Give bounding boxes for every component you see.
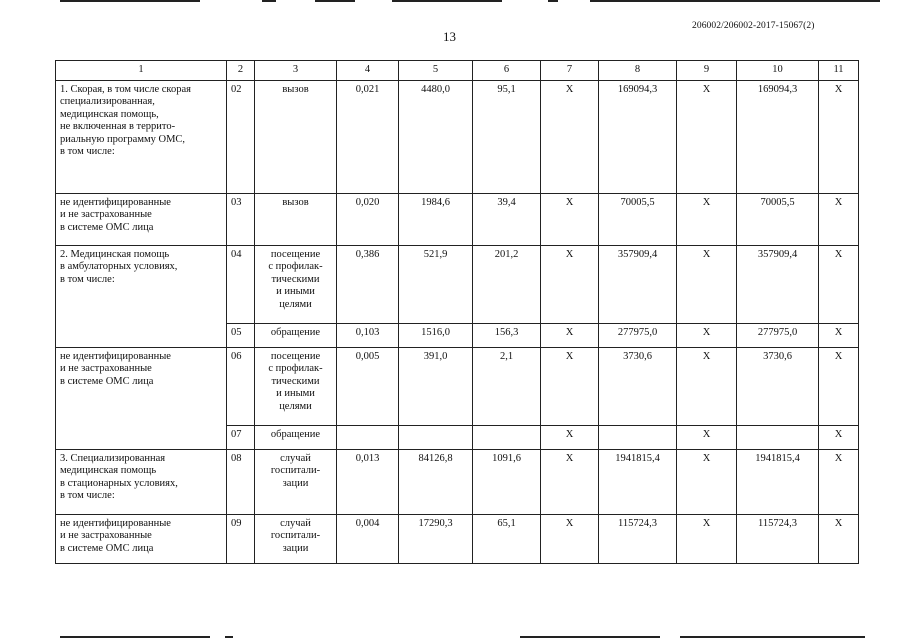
column-header-4: 4 bbox=[337, 61, 399, 81]
value-cell: 17290,3 bbox=[399, 515, 473, 564]
value-cell: 3730,6 bbox=[599, 348, 677, 426]
column-header-6: 6 bbox=[473, 61, 541, 81]
value-cell: 0,005 bbox=[337, 348, 399, 426]
row-code: 03 bbox=[227, 194, 255, 246]
value-cell: 156,3 bbox=[473, 324, 541, 348]
unit-cell: вызов bbox=[255, 194, 337, 246]
value-cell: X bbox=[541, 450, 599, 515]
value-cell: X bbox=[819, 515, 859, 564]
unit-cell: посещение с профилак- тическими и иными целями bbox=[255, 246, 337, 324]
scan-artifact-line bbox=[60, 636, 210, 638]
value-cell: X bbox=[541, 81, 599, 194]
unit-cell: посещение с профилак- тическими и иными целями bbox=[255, 348, 337, 426]
value-cell: 95,1 bbox=[473, 81, 541, 194]
table-header-row bbox=[56, 61, 859, 81]
value-cell: X bbox=[541, 194, 599, 246]
value-cell: X bbox=[819, 246, 859, 324]
value-cell: 115724,3 bbox=[599, 515, 677, 564]
value-cell bbox=[473, 426, 541, 450]
value-cell: 277975,0 bbox=[599, 324, 677, 348]
unit-cell: обращение bbox=[255, 324, 337, 348]
column-header-2: 2 bbox=[227, 61, 255, 81]
table-row bbox=[56, 348, 859, 426]
value-cell: 277975,0 bbox=[737, 324, 819, 348]
scan-artifact-line bbox=[60, 0, 200, 2]
row-description: не идентифицированные и не застрахованные в системе ОМС лица bbox=[56, 194, 227, 246]
value-cell: X bbox=[541, 348, 599, 426]
value-cell: 70005,5 bbox=[599, 194, 677, 246]
unit-cell: случай госпитали- зации bbox=[255, 515, 337, 564]
value-cell: X bbox=[819, 450, 859, 515]
row-code: 04 bbox=[227, 246, 255, 324]
column-header-5: 5 bbox=[399, 61, 473, 81]
value-cell bbox=[737, 426, 819, 450]
value-cell: X bbox=[677, 348, 737, 426]
scan-artifact-line bbox=[680, 636, 865, 638]
unit-cell: обращение bbox=[255, 426, 337, 450]
value-cell bbox=[599, 426, 677, 450]
value-cell: X bbox=[819, 348, 859, 426]
row-code: 05 bbox=[227, 324, 255, 348]
scan-artifact-line bbox=[590, 0, 880, 2]
row-code: 06 bbox=[227, 348, 255, 426]
scan-artifact-line bbox=[520, 636, 660, 638]
value-cell: 1984,6 bbox=[399, 194, 473, 246]
row-description: 3. Специализированная медицинская помощь в стационарных условиях, в том числе: bbox=[56, 450, 227, 515]
value-cell: 0,020 bbox=[337, 194, 399, 246]
value-cell: 1941815,4 bbox=[599, 450, 677, 515]
column-header-8: 8 bbox=[599, 61, 677, 81]
value-cell bbox=[337, 426, 399, 450]
value-cell bbox=[399, 426, 473, 450]
value-cell: 70005,5 bbox=[737, 194, 819, 246]
page-number: 13 bbox=[443, 29, 456, 44]
value-cell: X bbox=[677, 81, 737, 194]
value-cell: 3730,6 bbox=[737, 348, 819, 426]
value-cell: X bbox=[541, 324, 599, 348]
value-cell: 1091,6 bbox=[473, 450, 541, 515]
table-row bbox=[56, 515, 859, 564]
column-header-1: 1 bbox=[56, 61, 227, 81]
row-code: 08 bbox=[227, 450, 255, 515]
row-description: не идентифицированные и не застрахованные в системе ОМС лица bbox=[56, 515, 227, 564]
value-cell: 0,021 bbox=[337, 81, 399, 194]
unit-cell: случай госпитали- зации bbox=[255, 450, 337, 515]
value-cell: X bbox=[677, 194, 737, 246]
value-cell: 357909,4 bbox=[599, 246, 677, 324]
value-cell: X bbox=[819, 426, 859, 450]
value-cell: X bbox=[541, 246, 599, 324]
row-description: 1. Скорая, в том числе скорая специализированная, медицинская помощь, не включенная в террито- риальную программу ОМС, в том числе: bbox=[56, 81, 227, 194]
value-cell: 115724,3 bbox=[737, 515, 819, 564]
value-cell: X bbox=[677, 246, 737, 324]
scan-artifact-line bbox=[315, 0, 355, 2]
value-cell: 0,013 bbox=[337, 450, 399, 515]
row-code: 02 bbox=[227, 81, 255, 194]
value-cell: 201,2 bbox=[473, 246, 541, 324]
value-cell: 169094,3 bbox=[737, 81, 819, 194]
value-cell: X bbox=[677, 426, 737, 450]
column-header-10: 10 bbox=[737, 61, 819, 81]
value-cell: X bbox=[819, 81, 859, 194]
column-header-7: 7 bbox=[541, 61, 599, 81]
table-row bbox=[56, 194, 859, 246]
row-code: 09 bbox=[227, 515, 255, 564]
value-cell: X bbox=[541, 426, 599, 450]
column-header-3: 3 bbox=[255, 61, 337, 81]
data-table bbox=[55, 60, 859, 564]
value-cell: 84126,8 bbox=[399, 450, 473, 515]
value-cell: 169094,3 bbox=[599, 81, 677, 194]
value-cell: X bbox=[677, 450, 737, 515]
value-cell: 1516,0 bbox=[399, 324, 473, 348]
scan-artifact-line bbox=[262, 0, 276, 2]
scan-artifact-line bbox=[225, 636, 233, 638]
value-cell: 0,004 bbox=[337, 515, 399, 564]
value-cell: X bbox=[677, 324, 737, 348]
column-header-9: 9 bbox=[677, 61, 737, 81]
value-cell: 2,1 bbox=[473, 348, 541, 426]
value-cell: X bbox=[819, 194, 859, 246]
table-row bbox=[56, 246, 859, 324]
value-cell: X bbox=[819, 324, 859, 348]
value-cell: 4480,0 bbox=[399, 81, 473, 194]
column-header-11: 11 bbox=[819, 61, 859, 81]
row-description: не идентифицированные и не застрахованные в системе ОМС лица bbox=[56, 348, 227, 450]
table-row bbox=[56, 81, 859, 194]
row-code: 07 bbox=[227, 426, 255, 450]
unit-cell: вызов bbox=[255, 81, 337, 194]
value-cell: 65,1 bbox=[473, 515, 541, 564]
scan-artifact-line bbox=[548, 0, 558, 2]
row-description: 2. Медицинская помощь в амбулаторных условиях, в том числе: bbox=[56, 246, 227, 348]
value-cell: 1941815,4 bbox=[737, 450, 819, 515]
value-cell: X bbox=[541, 515, 599, 564]
value-cell: 521,9 bbox=[399, 246, 473, 324]
value-cell: 357909,4 bbox=[737, 246, 819, 324]
value-cell: 39,4 bbox=[473, 194, 541, 246]
value-cell: X bbox=[677, 515, 737, 564]
value-cell: 0,386 bbox=[337, 246, 399, 324]
document-code: 206002/206002-2017-15067(2) bbox=[692, 21, 815, 31]
value-cell: 0,103 bbox=[337, 324, 399, 348]
scan-artifact-line bbox=[392, 0, 502, 2]
table-row bbox=[56, 450, 859, 515]
value-cell: 391,0 bbox=[399, 348, 473, 426]
